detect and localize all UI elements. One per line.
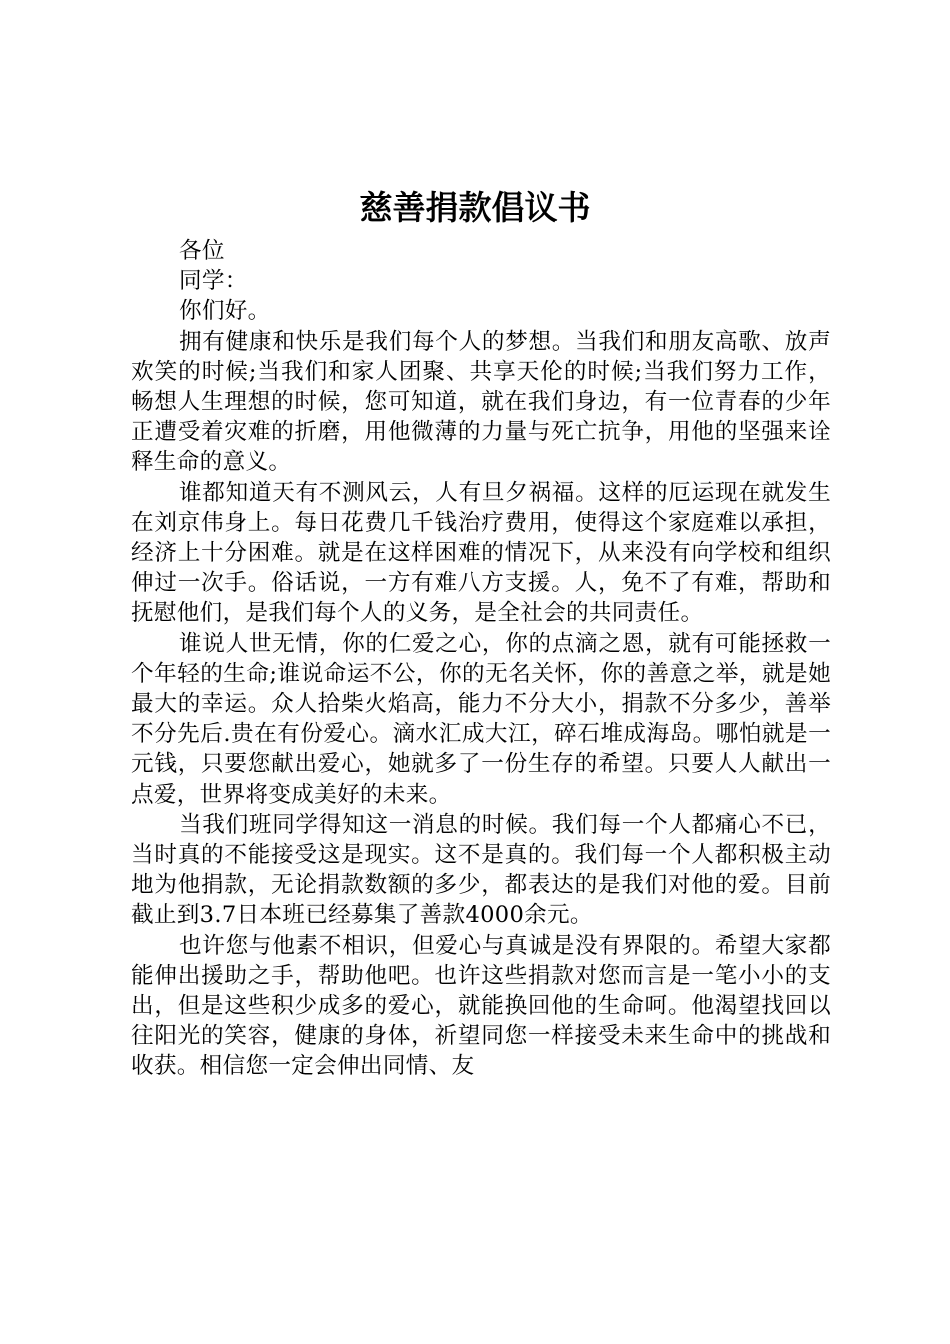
paragraph-4: 当我们班同学得知这一消息的时候。我们每一个人都痛心不已，当时真的不能接受这是现实。这不是真的。我们每一个人都积极主动地为他捐款，无论捐款数额的多少，都表达的是我们对他的爱。目前截止到3.7日本班已经募集了善款4000余元。 [131,811,831,929]
greeting-line: 你们好。 [179,298,271,325]
salutation-line-1: 各位 [179,238,225,264]
salutation-line-2: 同学： [179,268,248,295]
document-title: 慈善捐款倡议书 [359,188,591,227]
paragraph-2: 谁都知道天有不测风云，人有旦夕祸福。这样的厄运现在就发生在刘京伟身上。每日花费几千钱治疗费用，使得这个家庭难以承担，经济上十分困难。就是在这样困难的情况下，从来没有向学校和组织伸过一次手。俗话说，一方有难八方支援。人，免不了有难，帮助和抚慰他们，是我们每个人的义务，是全社会的共同责任。 [131,479,831,627]
document-body [131,236,831,1082]
paragraph-3: 谁说人世无情，你的仁爱之心，你的点滴之恩，就有可能拯救一个年轻的生命;谁说命运不公，你的无名关怀，你的善意之举，就是她最大的幸运。众人拾柴火焰高，能力不分大小，捐款不分多少，善举不分先后.贵在有份爱心。滴水汇成大江，碎石堆成海岛。哪怕就是一元钱，只要您献出爱心，她就多了一份生存的希望。只要人人献出一点爱，世界将变成美好的未来。 [131,630,831,808]
paragraph-1: 拥有健康和快乐是我们每个人的梦想。当我们和朋友高歌、放声欢笑的时候;当我们和家人团聚、共享天伦的时候;当我们努力工作，畅想人生理想的时候，您可知道，就在我们身边，有一位青春的少年正遭受着灾难的折磨，用他微薄的力量与死亡抗争，用他的坚强来诠释生命的意义。 [131,328,831,476]
paragraph-5: 也许您与他素不相识，但爱心与真诚是没有界限的。希望大家都能伸出援助之手，帮助他吧。也许这些捐款对您而言是一笔小小的支出，但是这些积少成多的爱心，就能换回他的生命呵。他渴望找回以往阳光的笑容，健康的身体，祈望同您一样接受未来生命中的挑战和收获。相信您一定会伸出同情、友 [131,932,831,1080]
